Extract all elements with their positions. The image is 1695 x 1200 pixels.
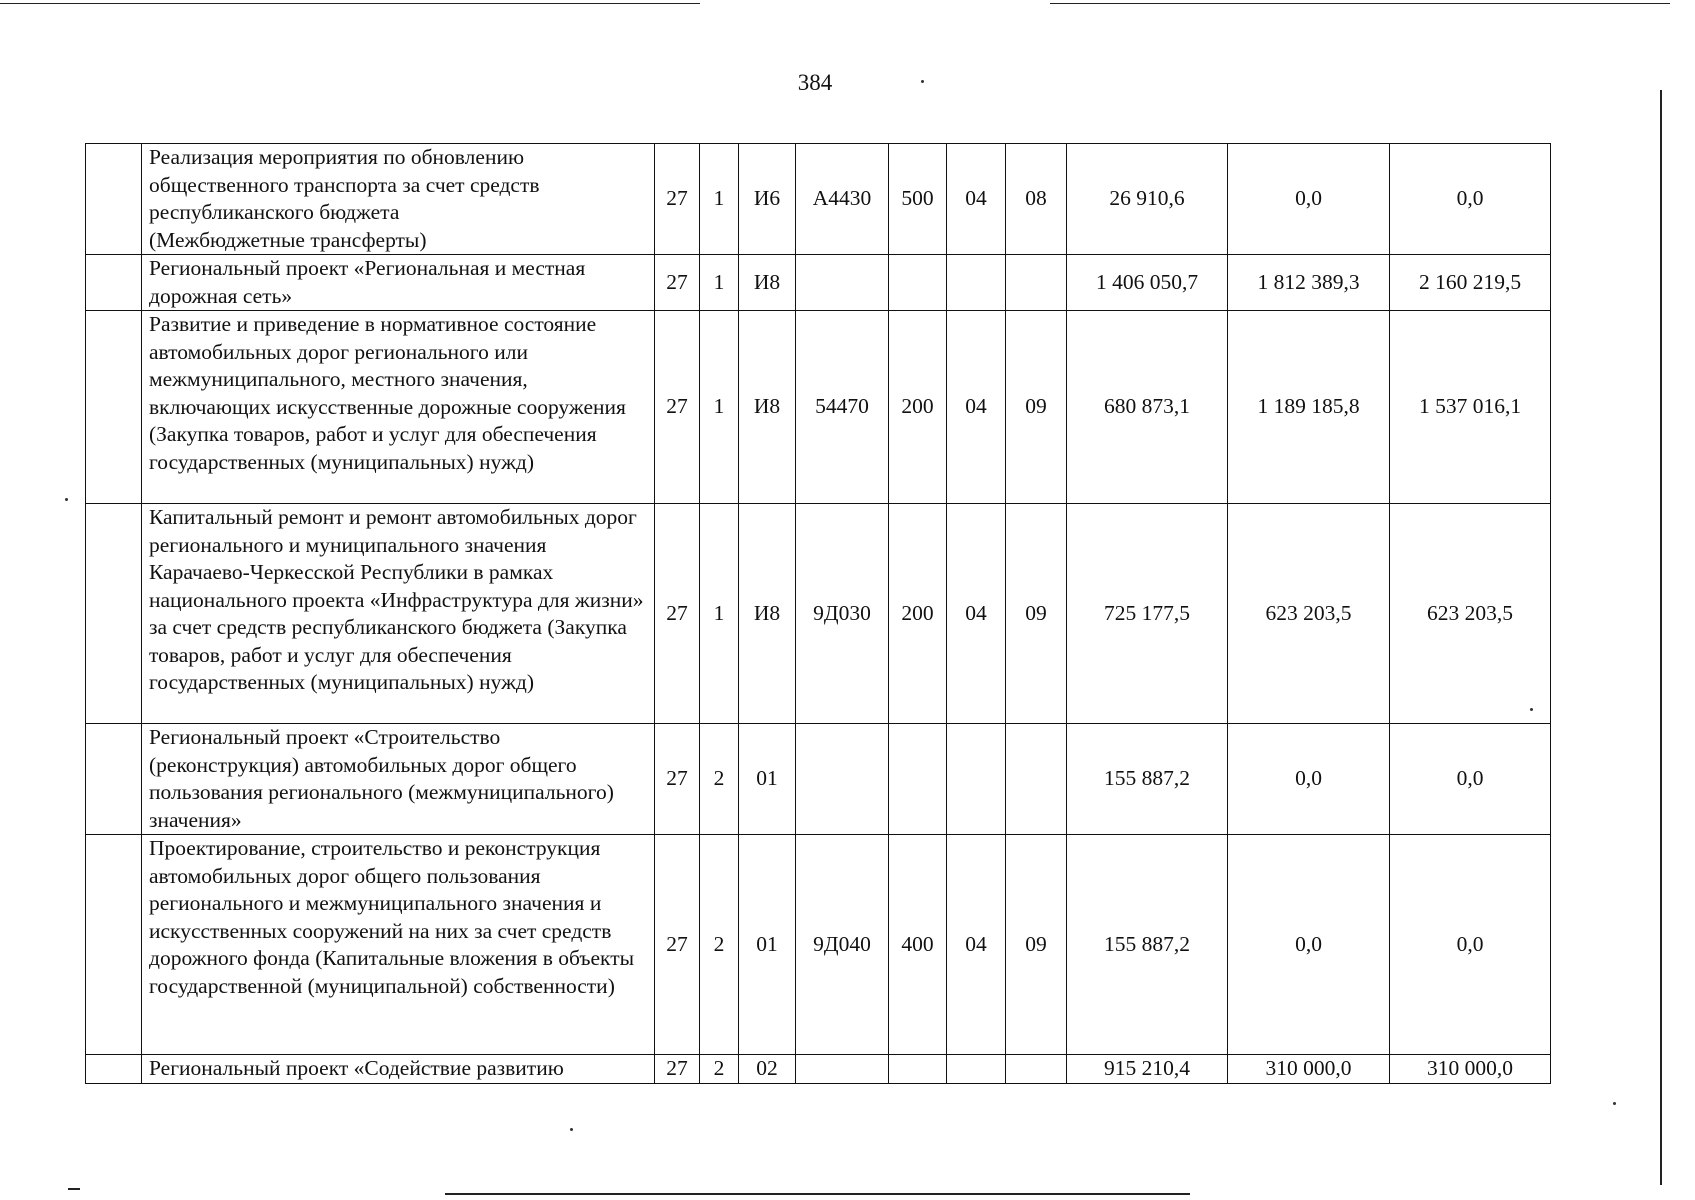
row-index-cell bbox=[86, 144, 142, 255]
table-row bbox=[86, 835, 1551, 1055]
amount-year-1: 155 887,2 bbox=[1067, 835, 1228, 1055]
amount-year-2: 310 000,0 bbox=[1228, 1055, 1390, 1084]
scan-top-line-right bbox=[1050, 3, 1670, 4]
code-subprogram: И8 bbox=[739, 504, 796, 724]
code-subsection: 09 bbox=[1006, 504, 1067, 724]
code-subsection bbox=[1006, 255, 1067, 311]
code-ministry: 27 bbox=[655, 835, 700, 1055]
code-subprogram: И8 bbox=[739, 255, 796, 311]
code-section bbox=[947, 1055, 1006, 1084]
table-row bbox=[86, 724, 1551, 835]
code-subprogram: 01 bbox=[739, 835, 796, 1055]
amount-year-1: 1 406 050,7 bbox=[1067, 255, 1228, 311]
row-index-cell bbox=[86, 255, 142, 311]
code-subprogram: И6 bbox=[739, 144, 796, 255]
code-ministry: 27 bbox=[655, 724, 700, 835]
code-section: 04 bbox=[947, 144, 1006, 255]
description-cell bbox=[142, 311, 655, 504]
code-program: 1 bbox=[700, 144, 739, 255]
code-direction bbox=[796, 724, 889, 835]
amount-year-2: 0,0 bbox=[1228, 144, 1390, 255]
amount-year-3: 0,0 bbox=[1390, 835, 1551, 1055]
table-row bbox=[86, 144, 1551, 255]
code-section: 04 bbox=[947, 311, 1006, 504]
scan-speck bbox=[570, 1128, 573, 1131]
amount-year-2: 0,0 bbox=[1228, 724, 1390, 835]
budget-table bbox=[85, 143, 1551, 1084]
code-expense-type: 500 bbox=[889, 144, 947, 255]
description-cell bbox=[142, 835, 655, 1055]
code-section: 04 bbox=[947, 835, 1006, 1055]
code-subsection: 08 bbox=[1006, 144, 1067, 255]
amount-year-1: 725 177,5 bbox=[1067, 504, 1228, 724]
code-section bbox=[947, 255, 1006, 311]
amount-year-3: 2 160 219,5 bbox=[1390, 255, 1551, 311]
code-subprogram: 02 bbox=[739, 1055, 796, 1084]
code-ministry: 27 bbox=[655, 311, 700, 504]
code-program: 2 bbox=[700, 1055, 739, 1084]
code-ministry: 27 bbox=[655, 1055, 700, 1084]
amount-year-1: 26 910,6 bbox=[1067, 144, 1228, 255]
code-program: 2 bbox=[700, 724, 739, 835]
code-expense-type: 200 bbox=[889, 311, 947, 504]
amount-year-2: 1 189 185,8 bbox=[1228, 311, 1390, 504]
scan-bottom-line bbox=[445, 1193, 1190, 1195]
code-ministry: 27 bbox=[655, 504, 700, 724]
code-direction: 9Д030 bbox=[796, 504, 889, 724]
scan-bottom-left-mark bbox=[68, 1188, 80, 1190]
amount-year-3: 623 203,5 bbox=[1390, 504, 1551, 724]
description-text: Проектирование, строительство и реконструкция автомобильных дорог общего пользования регионального и межмуниципального значения и искусственных сооружений на них за счет средств дорожного фонда (Капитальные вложения в объекты государственной (муниципальной) собственности) bbox=[149, 836, 635, 998]
amount-year-3: 310 000,0 bbox=[1390, 1055, 1551, 1084]
amount-year-2: 1 812 389,3 bbox=[1228, 255, 1390, 311]
code-program: 1 bbox=[700, 311, 739, 504]
code-program: 1 bbox=[700, 255, 739, 311]
code-section bbox=[947, 724, 1006, 835]
table-row bbox=[86, 1055, 1551, 1084]
amount-year-1: 915 210,4 bbox=[1067, 1055, 1228, 1084]
code-expense-type: 400 bbox=[889, 835, 947, 1055]
amount-year-1: 680 873,1 bbox=[1067, 311, 1228, 504]
code-subsection bbox=[1006, 724, 1067, 835]
code-expense-type bbox=[889, 1055, 947, 1084]
page-number: 384 bbox=[797, 70, 833, 95]
scan-top-line bbox=[0, 3, 700, 4]
description-cell bbox=[142, 1055, 655, 1084]
description-text: Реализация мероприятия по обновлению общественного транспорта за счет средств республиканского бюджета (Межбюджетные трансферты) bbox=[149, 145, 540, 252]
row-index-cell bbox=[86, 835, 142, 1055]
code-program: 2 bbox=[700, 835, 739, 1055]
amount-year-1: 155 887,2 bbox=[1067, 724, 1228, 835]
code-direction bbox=[796, 255, 889, 311]
amount-year-2: 0,0 bbox=[1228, 835, 1390, 1055]
code-expense-type: 200 bbox=[889, 504, 947, 724]
table-row bbox=[86, 504, 1551, 724]
code-ministry: 27 bbox=[655, 144, 700, 255]
description-text: Капитальный ремонт и ремонт автомобильных дорог регионального и муниципального значения Карачаево-Черкесской Республики в рамках национального проекта «Инфраструктура для жизни» за счет средств республиканского бюджета (Закупка товаров, работ и услуг для обеспечения государственных (муниципальных) нужд) bbox=[149, 505, 644, 694]
code-subsection bbox=[1006, 1055, 1067, 1084]
table-row bbox=[86, 311, 1551, 504]
scan-speck bbox=[1613, 1102, 1616, 1105]
description-text: Развитие и приведение в нормативное состояние автомобильных дорог регионального или межмуниципального, местного значения, включающих искусственные дорожные сооружения (Закупка товаров, работ и услуг для обеспечения государственных (муниципальных) нужд) bbox=[149, 312, 626, 474]
amount-year-2: 623 203,5 bbox=[1228, 504, 1390, 724]
amount-year-3: 0,0 bbox=[1390, 144, 1551, 255]
code-program: 1 bbox=[700, 504, 739, 724]
description-text: Региональный проект «Содействие развитию bbox=[149, 1056, 564, 1080]
code-ministry: 27 bbox=[655, 255, 700, 311]
scan-right-edge bbox=[1660, 90, 1662, 1185]
code-section: 04 bbox=[947, 504, 1006, 724]
table-row bbox=[86, 255, 1551, 311]
code-direction: 9Д040 bbox=[796, 835, 889, 1055]
description-cell bbox=[142, 144, 655, 255]
code-subsection: 09 bbox=[1006, 835, 1067, 1055]
description-text: Региональный проект «Строительство (реконструкция) автомобильных дорог общего пользования регионального (межмуниципального) значения» bbox=[149, 725, 614, 832]
amount-year-3: 1 537 016,1 bbox=[1390, 311, 1551, 504]
code-expense-type bbox=[889, 255, 947, 311]
code-subprogram: И8 bbox=[739, 311, 796, 504]
code-expense-type bbox=[889, 724, 947, 835]
description-text: Региональный проект «Региональная и местная дорожная сеть» bbox=[149, 256, 586, 308]
code-direction bbox=[796, 1055, 889, 1084]
code-direction: 54470 bbox=[796, 311, 889, 504]
description-cell bbox=[142, 504, 655, 724]
code-subsection: 09 bbox=[1006, 311, 1067, 504]
row-index-cell bbox=[86, 724, 142, 835]
description-cell bbox=[142, 724, 655, 835]
code-direction: А4430 bbox=[796, 144, 889, 255]
code-subprogram: 01 bbox=[739, 724, 796, 835]
amount-year-3: 0,0 bbox=[1390, 724, 1551, 835]
description-cell bbox=[142, 255, 655, 311]
scan-speck bbox=[65, 498, 68, 501]
row-index-cell bbox=[86, 311, 142, 504]
row-index-cell bbox=[86, 1055, 142, 1084]
row-index-cell bbox=[86, 504, 142, 724]
